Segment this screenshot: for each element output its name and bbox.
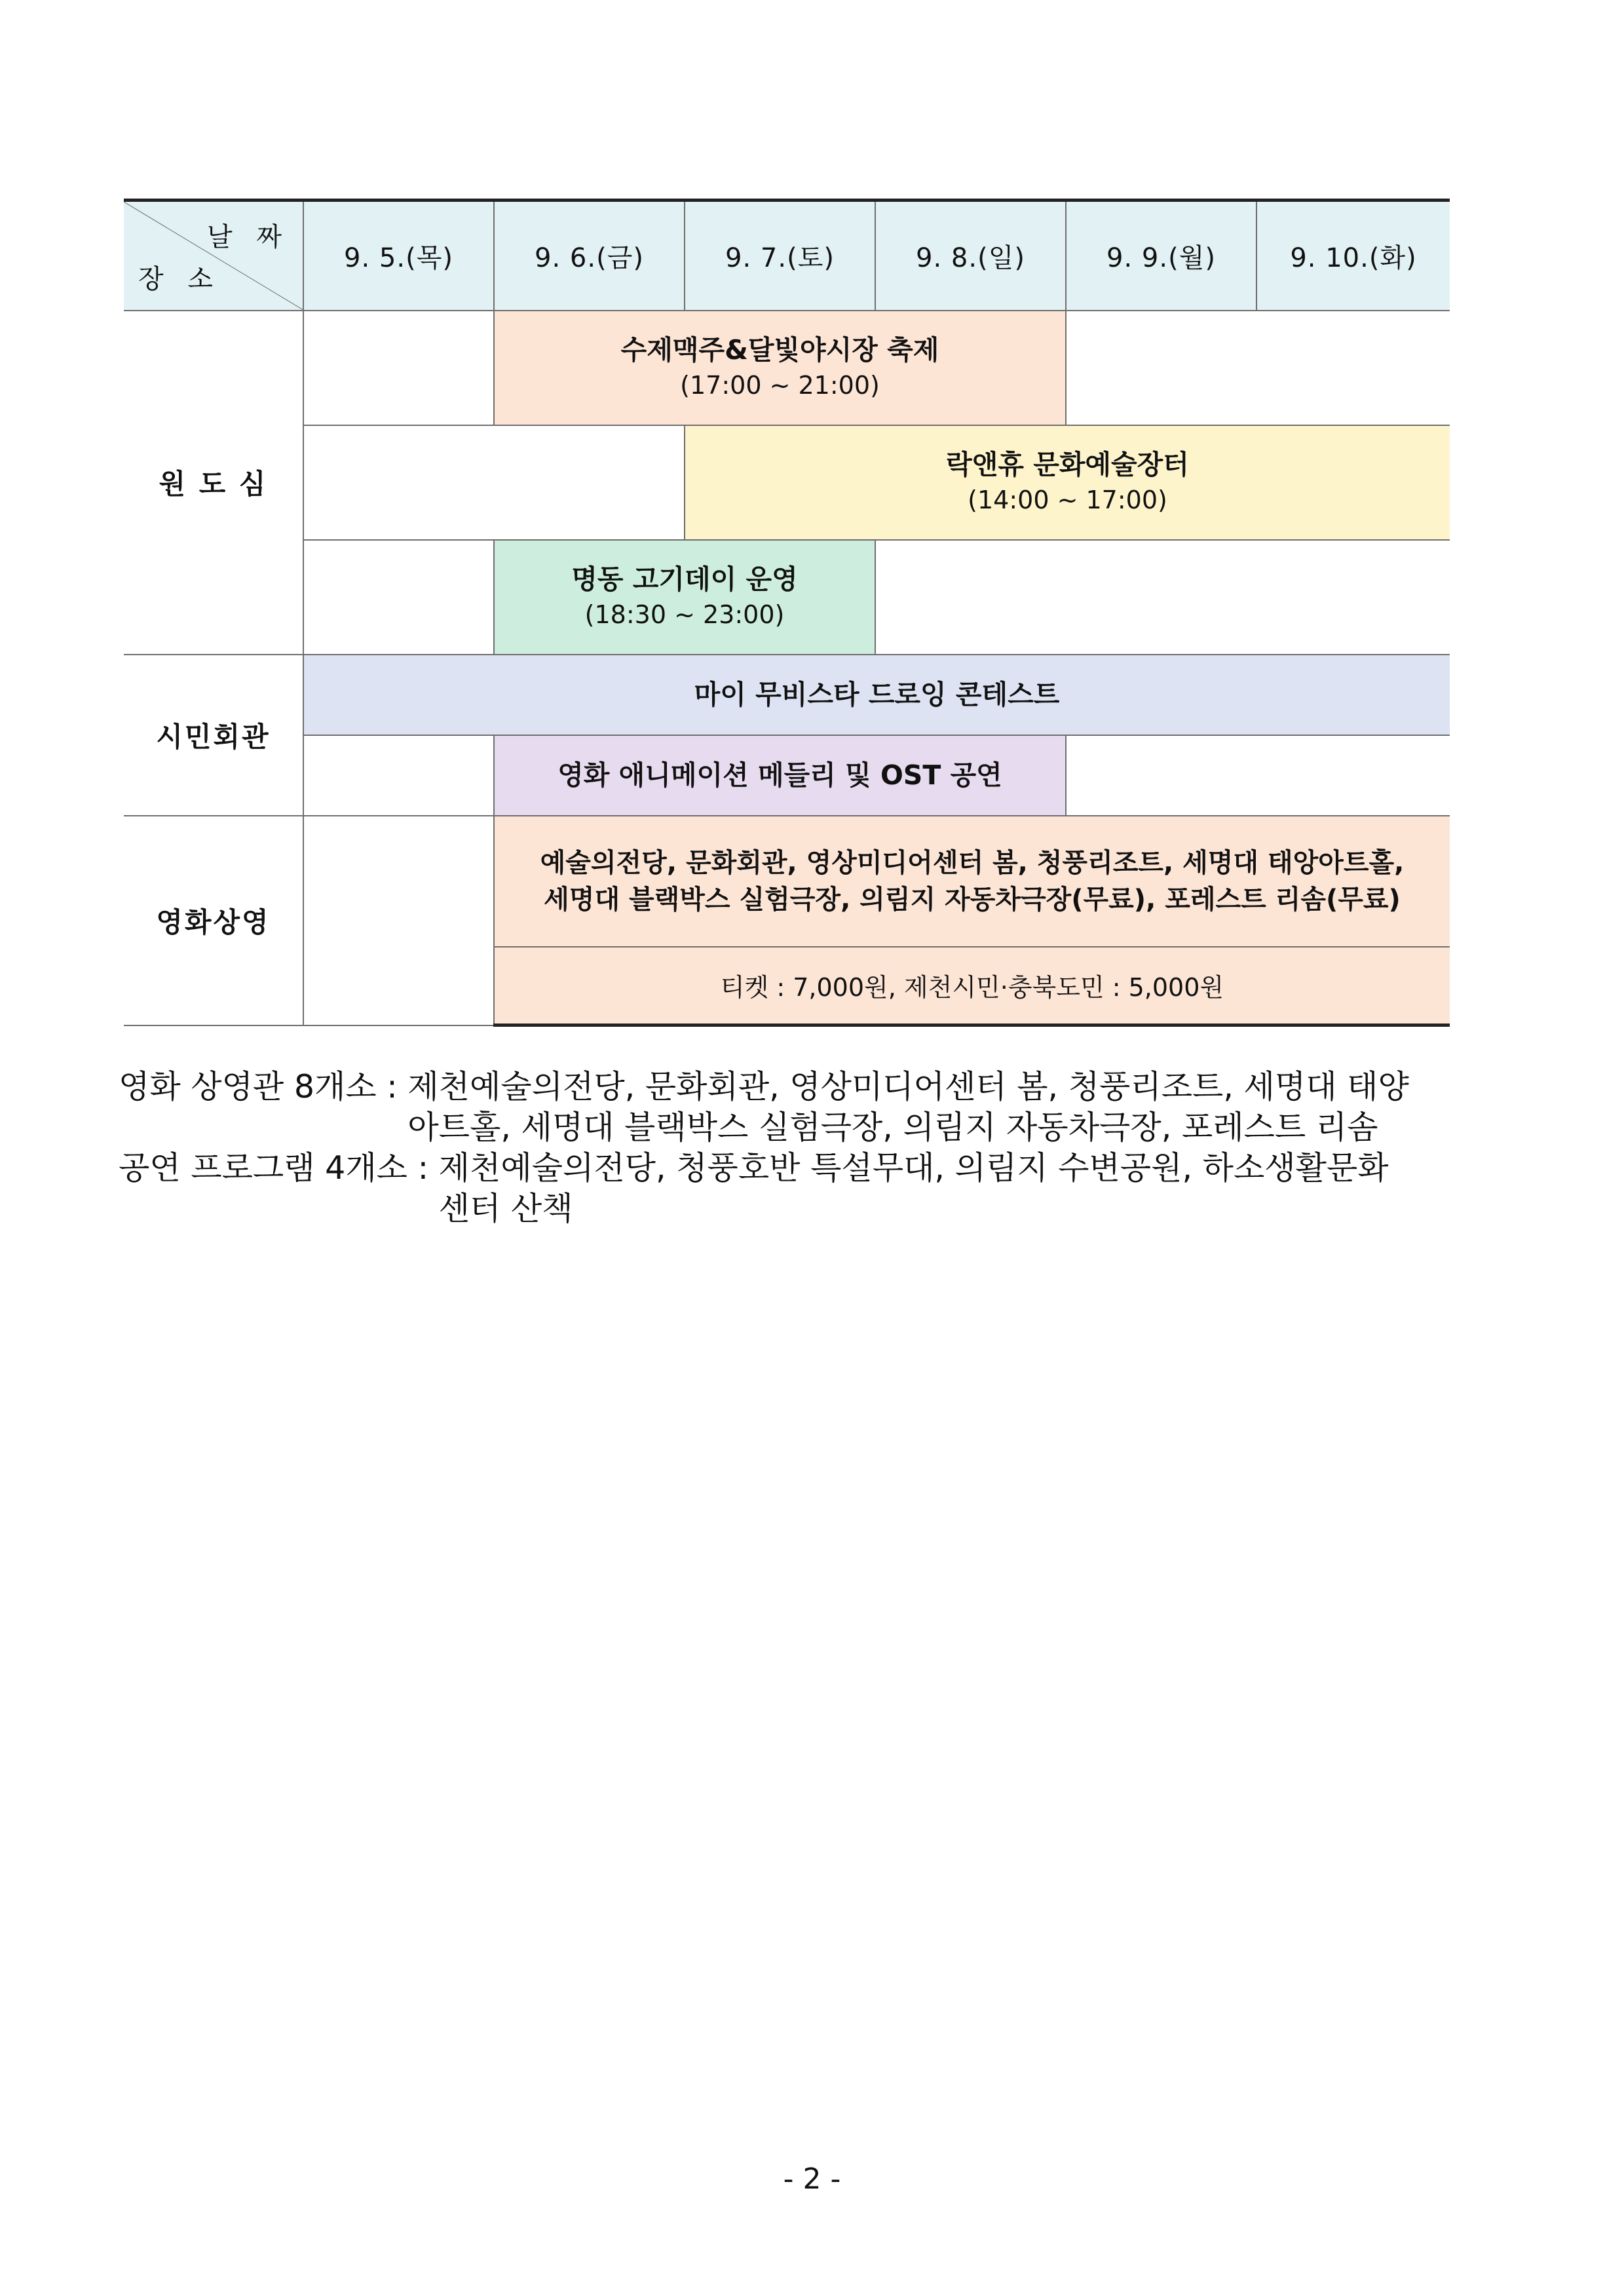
screening-venues-line-1: 예술의전당, 문화회관, 영상미디어센터 봄, 청풍리조트, 세명대 태앙아트홀,: [540, 847, 1405, 878]
note-line: 제천예술의전당, 문화회관, 영상미디어센터 봄, 청풍리조트, 세명대 태양: [407, 1068, 1409, 1105]
event-title: 락앤휴 문화예술장터: [946, 449, 1189, 480]
empty-cell: [303, 311, 494, 425]
event-time: (17:00 ~ 21:00): [680, 371, 880, 400]
header-corner-cell: [124, 201, 303, 311]
event-title: 명동 고기데이 운영: [571, 564, 798, 595]
place-axis-label: 장 소: [138, 263, 221, 294]
ticket-price: 티켓 : 7,000원, 제천시민·충북도민 : 5,000원: [494, 947, 1450, 1025]
page-number: - 2 -: [783, 2162, 841, 2196]
note-line: 센터 산책: [438, 1190, 573, 1227]
festival-schedule-table: [124, 199, 1450, 1027]
note-text: [439, 1148, 1389, 1229]
empty-cell: [875, 540, 1450, 655]
note-screening-venues: [119, 1067, 1409, 1148]
event-screening-venues: [494, 816, 1450, 947]
screening-venues-line-2: 세명대 블랙박스 실험극장, 의림지 자동차극장(무료), 포레스트 리솜(무료): [544, 884, 1401, 915]
empty-cell: [1066, 311, 1450, 425]
empty-cell: [303, 735, 494, 816]
date-header-5: 9. 9.(월): [1066, 201, 1256, 311]
date-header-1: 9. 5.(목): [303, 201, 494, 311]
date-header-4: 9. 8.(일): [875, 201, 1066, 311]
event-beer-festival: [494, 311, 1066, 425]
empty-cell: [1066, 735, 1450, 816]
event-ost-concert: 영화 애니메이션 메들리 및 OST 공연: [494, 735, 1066, 816]
note-performance-venues: [119, 1148, 1409, 1229]
date-axis-label: 날 짜: [207, 222, 290, 252]
venue-screening: 영화상영: [124, 816, 303, 1025]
empty-cell: [303, 425, 685, 540]
venue-downtown: 원 도 심: [124, 311, 303, 655]
note-text: [407, 1067, 1408, 1148]
note-line: 아트홀, 세명대 블랙박스 실험극장, 의림지 자동차극장, 포레스트 리솜: [407, 1109, 1378, 1146]
notes-section: [119, 1067, 1409, 1229]
note-label: 영화 상영관 8개소 :: [119, 1068, 408, 1105]
date-header-2: 9. 6.(금): [494, 201, 685, 311]
event-myeongdong: [494, 540, 875, 655]
event-drawing-contest: 마이 무비스타 드로잉 콘테스트: [303, 655, 1450, 735]
empty-cell: [303, 816, 494, 1025]
event-title: 수제맥주&달빛야시장 축제: [620, 334, 939, 366]
event-rock-market: [685, 425, 1450, 540]
note-line: 제천예술의전당, 청풍호반 특설무대, 의림지 수변공원, 하소생활문화: [438, 1149, 1389, 1187]
event-time: (18:30 ~ 23:00): [584, 600, 785, 629]
event-time: (14:00 ~ 17:00): [968, 486, 1167, 514]
date-header-6: 9. 10.(화): [1256, 201, 1450, 311]
empty-cell: [303, 540, 494, 655]
date-header-3: 9. 7.(토): [685, 201, 875, 311]
note-label: 공연 프로그램 4개소 :: [119, 1149, 439, 1187]
venue-civic-hall: 시민회관: [124, 655, 303, 816]
